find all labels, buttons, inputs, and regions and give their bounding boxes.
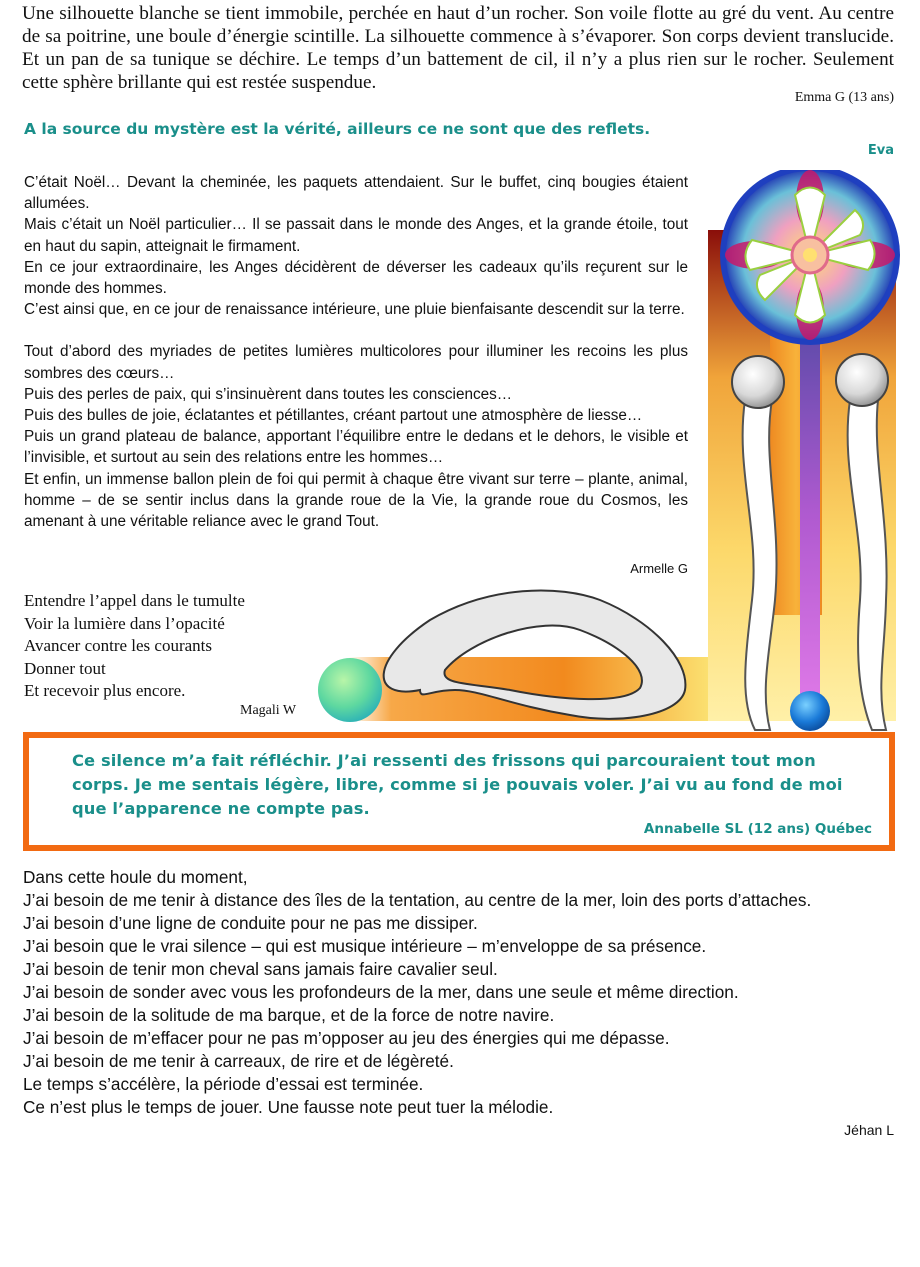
jehan-line: J’ai besoin de m’effacer pour ne pas m’opposer au jeu des énergies qui me dépasse. <box>23 1028 670 1048</box>
noel-line: C’est ainsi que, en ce jour de renaissance intérieure, une pluie bienfaisante descendit sur la terre. <box>24 301 685 319</box>
noel-line: En ce jour extraordinaire, les Anges décidèrent de déverser les cadeaux qu’ils reçurent sur le monde des hommes. <box>24 258 688 298</box>
poem <box>24 590 245 703</box>
quote-author: Eva <box>867 143 894 158</box>
noel-line: Puis un grand plateau de balance, apportant l’équilibre entre le dedans et le dehors, le visible et l’invisible, et surtout au sein des relations entre les hommes… <box>24 428 688 467</box>
noel-line: Tout d’abord des myriades de petites lumières multicolores pour illuminer les recoins les plus sombres des cœurs… <box>24 343 688 382</box>
noel-line: Et enfin, un immense ballon plein de foi qui permit à chaque être vivant sur terre – plante, animal, homme – de se sentir inclus dans la grande roue de la Vie, la grande roue du Cosmos, les amenant à une véritable reliance avec le grand Tout. <box>24 470 688 531</box>
jehan-line: Ce n’est plus le temps de jouer. Une fausse note peut tuer la mélodie. <box>23 1097 554 1117</box>
noel-line: C’était Noël… Devant la cheminée, les paquets attendaient. Sur le buffet, cinq bougies étaient allumées. <box>24 174 688 213</box>
poem-line: Avancer contre les courants <box>24 636 213 655</box>
jehan-line: J’ai besoin de me tenir à distance des îles de la tentation, au centre de la mer, loin des ports d’attaches. <box>23 890 812 910</box>
mandala-illustration <box>300 170 905 740</box>
poem-line: Voir la lumière dans l’opacité <box>24 613 225 633</box>
jehan-line: J’ai besoin d’une ligne de conduite pour ne pas me dissiper. <box>23 913 478 933</box>
poem-line: Et recevoir plus encore. <box>24 681 186 700</box>
violet-stem <box>800 320 820 712</box>
noel-line: Mais c’était un Noël particulier… Il se passait dans le monde des Anges, et la grande étoile, tout en haut du sapin, atteignait le firmament. <box>24 216 688 255</box>
quote-heading: A la source du mystère est la vérité, ailleurs ce ne sont que des reflets. <box>24 120 651 138</box>
mandala-rose-window <box>720 170 900 345</box>
poem-author: Magali W <box>240 703 297 718</box>
poem-line: Donner tout <box>24 658 106 678</box>
jehan-text <box>23 866 903 1119</box>
jehan-author: Jéhan L <box>844 1122 894 1138</box>
poem-line: Entendre l’appel dans le tumulte <box>24 591 245 610</box>
noel-author: Armelle G <box>630 561 688 576</box>
testimony-text: Ce silence m’a fait réfléchir. J’ai ressenti des frissons qui parcouraient tout mon corps. Je me sentais légère, libre, comme si je pouvais voler. J’ai vu au fond de moi que l’apparence ne compte pas. <box>72 751 843 818</box>
jehan-line: J’ai besoin de sonder avec vous les profondeurs de la mer, dans une seule et même direction. <box>23 982 739 1002</box>
jehan-line: J’ai besoin de tenir mon cheval sans jamais faire cavalier seul. <box>23 959 498 979</box>
intro-author: Emma G (13 ans) <box>794 90 894 105</box>
jehan-line: J’ai besoin de la solitude de ma barque, et de la force de notre navire. <box>23 1005 555 1025</box>
noel-line: Puis des perles de paix, qui s’insinuèrent dans toutes les consciences… <box>24 385 513 403</box>
green-sphere <box>318 658 382 722</box>
jehan-line: J’ai besoin de me tenir à carreaux, de rire et de légèreté. <box>23 1051 454 1071</box>
jehan-line: Dans cette houle du moment, <box>23 867 248 887</box>
noel-line: Puis des bulles de joie, éclatantes et pétillantes, créant partout une atmosphère de liesse… <box>24 407 643 425</box>
intro-paragraph: Une silhouette blanche se tient immobile, perchée en haut d’un rocher. Son voile flotte au gré du vent. Au centre de sa poitrine, une boule d’énergie scintille. La silhouette commence à s’évaporer. Son corps devient translucide. Et un pan de sa tunique se déchire. Le temps d’un battement de cil, il n’y a plus rien sur le rocher. Seulement cette sphère brillante qui est restée suspendue. <box>22 3 894 93</box>
blue-sphere <box>790 691 830 731</box>
jehan-line: J’ai besoin que le vrai silence – qui est musique intérieure – m’enveloppe de sa présence. <box>23 936 707 956</box>
testimony-author: Annabelle SL (12 ans) Québec <box>643 821 872 837</box>
jehan-line: Le temps s’accélère, la période d’essai est terminée. <box>23 1074 424 1094</box>
